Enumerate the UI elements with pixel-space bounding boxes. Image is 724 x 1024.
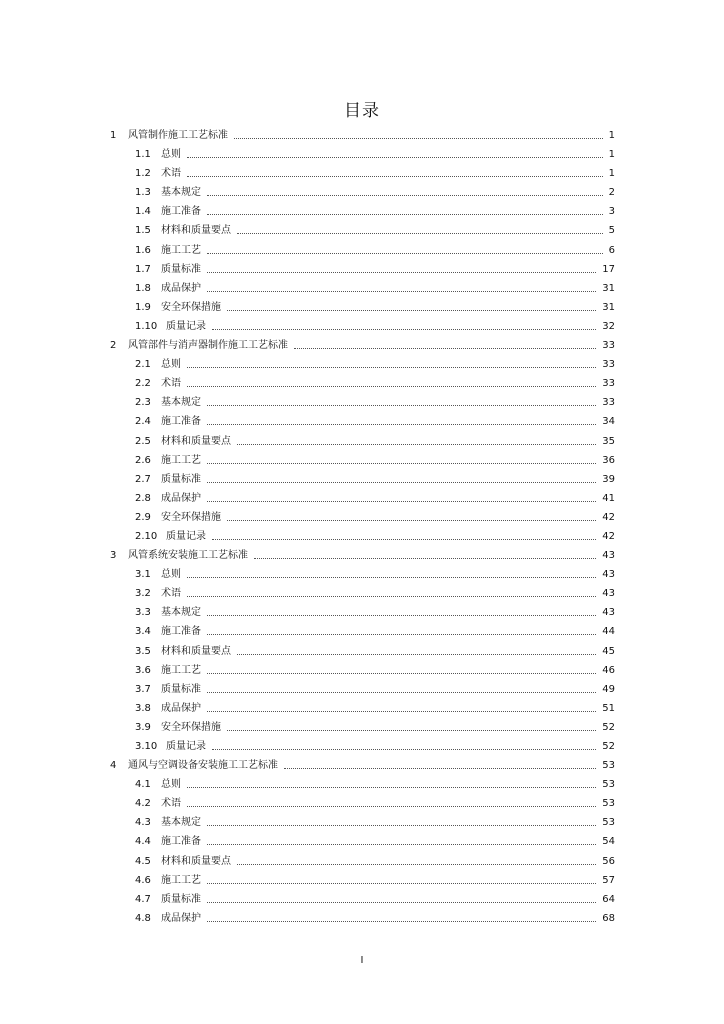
toc-entry-page: 56 <box>602 855 615 867</box>
toc-entry-number: 4.6 <box>135 874 151 886</box>
toc-entry-page: 46 <box>602 664 615 676</box>
dot-leader <box>207 883 596 884</box>
toc-section-entry[interactable] <box>0 852 724 871</box>
toc-entry-label: 风管部件与消声器制作施工工艺标准 <box>128 340 288 352</box>
toc-entry-page: 51 <box>602 702 615 714</box>
dot-leader <box>237 654 596 655</box>
toc-entry-label: 术语 <box>161 168 181 180</box>
toc-section-entry[interactable] <box>0 737 724 756</box>
toc-section-entry[interactable] <box>0 489 724 508</box>
toc-section-entry[interactable] <box>0 584 724 603</box>
toc-entry-page: 36 <box>602 454 615 466</box>
dot-leader <box>207 482 596 483</box>
toc-entry-page: 41 <box>602 492 615 504</box>
toc-entry-page: 53 <box>602 798 615 810</box>
toc-entry-label: 术语 <box>161 798 181 810</box>
toc-section-entry[interactable] <box>0 241 724 260</box>
toc-entry-label: 成品保护 <box>161 492 201 504</box>
toc-entry-page: 45 <box>602 645 615 657</box>
toc-entry-page: 6 <box>608 244 615 256</box>
toc-section-entry[interactable] <box>0 871 724 890</box>
toc-entry-label: 质量标准 <box>161 893 201 905</box>
toc-section-entry[interactable] <box>0 890 724 909</box>
toc-entry-label: 施工工艺 <box>161 244 201 256</box>
toc-entry-page: 52 <box>602 721 615 733</box>
dot-leader <box>212 749 596 750</box>
toc-entry-label: 基本规定 <box>161 397 201 409</box>
toc-entry-number: 4.2 <box>135 798 151 810</box>
toc-entry-page: 1 <box>608 168 615 180</box>
dot-leader <box>227 310 596 311</box>
toc-entry-label: 施工工艺 <box>161 874 201 886</box>
page-title: 目录 <box>344 101 380 121</box>
toc-section-entry[interactable] <box>0 470 724 489</box>
dot-leader <box>237 864 596 865</box>
toc-entry-label: 质量标准 <box>161 263 201 275</box>
toc-chapter-entry[interactable] <box>0 126 724 145</box>
toc-entry-label: 总则 <box>161 359 181 371</box>
dot-leader <box>294 348 596 349</box>
toc-entry-number: 1.2 <box>135 168 151 180</box>
dot-leader <box>207 501 596 502</box>
toc-entry-number: 1.10 <box>135 320 158 332</box>
toc-entry-label: 质量记录 <box>166 741 206 752</box>
toc-entry-label: 施工工艺 <box>161 454 201 466</box>
dot-leader <box>207 825 596 826</box>
toc-entry-number: 3.1 <box>135 569 151 581</box>
dot-leader <box>207 214 603 215</box>
toc-section-entry[interactable] <box>0 909 724 928</box>
toc-entry-label: 施工准备 <box>161 206 201 218</box>
toc-section-entry[interactable] <box>0 622 724 641</box>
toc-entry-page: 32 <box>602 320 615 332</box>
toc-section-entry[interactable] <box>0 565 724 584</box>
toc-entry-number: 2.4 <box>135 416 151 428</box>
toc-entry-number: 2.3 <box>135 397 151 409</box>
dot-leader <box>212 539 596 540</box>
toc-entry-number: 4.8 <box>135 912 151 924</box>
dot-leader <box>207 844 596 845</box>
toc-entry-number: 1.4 <box>135 206 151 218</box>
toc-section-entry[interactable] <box>0 775 724 794</box>
toc-entry-page: 64 <box>602 893 615 905</box>
toc-entry-label: 材料和质量要点 <box>161 225 231 237</box>
toc-entry-page: 33 <box>602 340 615 352</box>
dot-leader <box>207 195 603 196</box>
toc-entry-number: 3.10 <box>135 741 158 752</box>
toc-entry-number: 1.7 <box>135 263 151 275</box>
toc-entry-label: 总则 <box>161 779 181 791</box>
toc-entry-page: 34 <box>602 416 615 428</box>
toc-entry-page: 54 <box>602 836 615 848</box>
toc-entry-label: 质量记录 <box>166 320 206 332</box>
toc-section-entry[interactable] <box>0 451 724 470</box>
toc-entry-number: 2.6 <box>135 454 151 466</box>
toc-section-entry[interactable] <box>0 508 724 527</box>
toc-entry-number: 3.2 <box>135 588 151 600</box>
toc-entry-number: 4 <box>110 760 117 772</box>
toc-entry-page: 2 <box>608 187 615 199</box>
toc-entry-page: 43 <box>602 607 615 619</box>
dot-leader <box>207 463 596 464</box>
toc-section-entry[interactable] <box>0 832 724 851</box>
toc-entry-page: 39 <box>602 473 615 485</box>
toc-entry-page: 52 <box>602 741 615 752</box>
toc-entry-label: 总则 <box>161 149 181 161</box>
toc-entry-number: 4.3 <box>135 817 151 829</box>
toc-section-entry[interactable] <box>0 298 724 317</box>
toc-entry-label: 基本规定 <box>161 817 201 829</box>
dot-leader <box>207 272 596 273</box>
toc-entry-number: 3.6 <box>135 664 151 676</box>
toc-section-entry[interactable] <box>0 393 724 412</box>
toc-section-entry[interactable] <box>0 374 724 393</box>
dot-leader <box>187 367 596 368</box>
toc-section-entry[interactable] <box>0 718 724 737</box>
toc-entry-page: 44 <box>602 626 615 638</box>
dot-leader <box>207 634 596 635</box>
toc-entry-page: 43 <box>602 550 615 562</box>
toc-entry-number: 1.9 <box>135 301 151 313</box>
toc-section-entry[interactable] <box>0 221 724 240</box>
toc-section-entry[interactable] <box>0 260 724 279</box>
toc-section-entry[interactable] <box>0 202 724 221</box>
toc-entry-number: 3.7 <box>135 683 151 695</box>
toc-entry-page: 33 <box>602 359 615 371</box>
toc-entry-label: 基本规定 <box>161 607 201 619</box>
toc-entry-label: 材料和质量要点 <box>161 645 231 657</box>
toc-entry-label: 成品保护 <box>161 702 201 714</box>
toc-section-entry[interactable] <box>0 183 724 202</box>
toc-entry-label: 施工准备 <box>161 626 201 638</box>
toc-entry-number: 1.3 <box>135 187 151 199</box>
toc-entry-label: 通风与空调设备安装施工工艺标准 <box>128 760 278 772</box>
toc-entry-number: 2.9 <box>135 511 151 523</box>
toc-entry-number: 4.7 <box>135 893 151 905</box>
toc-entry-number: 4.1 <box>135 779 151 791</box>
toc-entry-page: 5 <box>608 225 615 237</box>
table-of-contents <box>0 126 724 928</box>
toc-entry-number: 4.5 <box>135 855 151 867</box>
toc-entry-label: 术语 <box>161 588 181 600</box>
toc-entry-page: 33 <box>602 378 615 390</box>
page-number-footer: I <box>360 955 364 966</box>
toc-entry-label: 安全环保措施 <box>161 721 221 733</box>
toc-section-entry[interactable] <box>0 412 724 431</box>
toc-entry-page: 57 <box>602 874 615 886</box>
toc-entry-label: 风管制作施工工艺标准 <box>128 130 228 141</box>
toc-entry-number: 2.2 <box>135 378 151 390</box>
dot-leader <box>207 405 596 406</box>
toc-chapter-entry[interactable] <box>0 756 724 775</box>
dot-leader <box>234 138 603 139</box>
dot-leader <box>187 577 596 578</box>
toc-entry-label: 质量标准 <box>161 683 201 695</box>
dot-leader <box>187 596 596 597</box>
toc-entry-label: 安全环保措施 <box>161 301 221 313</box>
toc-entry-number: 3.5 <box>135 645 151 657</box>
toc-entry-page: 1 <box>608 149 615 161</box>
dot-leader <box>207 615 596 616</box>
toc-entry-number: 2 <box>110 340 117 352</box>
toc-entry-label: 成品保护 <box>161 912 201 924</box>
toc-chapter-entry[interactable] <box>0 546 724 565</box>
dot-leader <box>187 787 596 788</box>
dot-leader <box>187 386 596 387</box>
toc-section-entry[interactable] <box>0 355 724 374</box>
dot-leader <box>212 329 596 330</box>
toc-entry-page: 33 <box>602 397 615 409</box>
toc-section-entry[interactable] <box>0 432 724 451</box>
dot-leader <box>207 921 596 922</box>
toc-entry-number: 1.6 <box>135 244 151 256</box>
toc-entry-page: 43 <box>602 588 615 600</box>
toc-section-entry[interactable] <box>0 661 724 680</box>
toc-entry-page: 53 <box>602 779 615 791</box>
toc-entry-label: 成品保护 <box>161 282 201 294</box>
toc-section-entry[interactable] <box>0 680 724 699</box>
toc-entry-number: 2.7 <box>135 473 151 485</box>
dot-leader <box>207 424 596 425</box>
toc-entry-number: 2.1 <box>135 359 151 371</box>
toc-entry-page: 53 <box>602 817 615 829</box>
toc-section-entry[interactable] <box>0 699 724 718</box>
toc-entry-label: 施工工艺 <box>161 664 201 676</box>
toc-entry-page: 68 <box>602 912 615 924</box>
toc-entry-number: 2.8 <box>135 492 151 504</box>
toc-entry-number: 3.4 <box>135 626 151 638</box>
dot-leader <box>254 558 596 559</box>
toc-entry-page: 42 <box>602 511 615 523</box>
toc-section-entry[interactable] <box>0 317 724 336</box>
toc-entry-label: 材料和质量要点 <box>161 855 231 867</box>
toc-entry-label: 质量标准 <box>161 473 201 485</box>
toc-entry-number: 1.1 <box>135 149 151 161</box>
toc-entry-page: 31 <box>602 282 615 294</box>
toc-entry-page: 35 <box>602 435 615 447</box>
toc-entry-page: 31 <box>602 301 615 313</box>
dot-leader <box>227 730 596 731</box>
dot-leader <box>207 673 596 674</box>
toc-section-entry[interactable] <box>0 794 724 813</box>
toc-entry-page: 53 <box>602 760 615 772</box>
toc-entry-number: 1.8 <box>135 282 151 294</box>
toc-entry-label: 总则 <box>161 569 181 581</box>
toc-entry-number: 3.9 <box>135 721 151 733</box>
toc-entry-page: 17 <box>602 263 615 275</box>
toc-chapter-entry[interactable] <box>0 336 724 355</box>
toc-section-entry[interactable] <box>0 279 724 298</box>
dot-leader <box>227 520 596 521</box>
toc-section-entry[interactable] <box>0 145 724 164</box>
toc-entry-number: 4.4 <box>135 836 151 848</box>
toc-entry-label: 质量记录 <box>166 530 206 542</box>
dot-leader <box>237 233 603 234</box>
toc-entry-label: 安全环保措施 <box>161 511 221 523</box>
toc-entry-page: 49 <box>602 683 615 695</box>
toc-entry-label: 材料和质量要点 <box>161 435 231 447</box>
dot-leader <box>207 711 596 712</box>
toc-section-entry[interactable] <box>0 603 724 622</box>
toc-entry-label: 风管系统安装施工工艺标准 <box>128 550 248 562</box>
toc-entry-page: 42 <box>602 530 615 542</box>
toc-entry-label: 基本规定 <box>161 187 201 199</box>
dot-leader <box>207 253 603 254</box>
toc-entry-label: 术语 <box>161 378 181 390</box>
dot-leader <box>237 444 596 445</box>
toc-entry-page: 43 <box>602 569 615 581</box>
dot-leader <box>187 157 603 158</box>
toc-entry-number: 2.10 <box>135 530 158 542</box>
toc-section-entry[interactable] <box>0 527 724 546</box>
dot-leader <box>187 176 603 177</box>
dot-leader <box>207 291 596 292</box>
toc-entry-page: 1 <box>608 130 615 141</box>
toc-entry-page: 3 <box>608 206 615 218</box>
toc-entry-number: 1.5 <box>135 225 151 237</box>
dot-leader <box>187 806 596 807</box>
toc-entry-label: 施工准备 <box>161 836 201 848</box>
toc-entry-number: 1 <box>110 130 117 141</box>
toc-entry-label: 施工准备 <box>161 416 201 428</box>
dot-leader <box>207 902 596 903</box>
dot-leader <box>284 768 596 769</box>
toc-section-entry[interactable] <box>0 164 724 183</box>
dot-leader <box>207 692 596 693</box>
toc-entry-number: 3.3 <box>135 607 151 619</box>
toc-entry-number: 2.5 <box>135 435 151 447</box>
toc-section-entry[interactable] <box>0 642 724 661</box>
toc-entry-number: 3.8 <box>135 702 151 714</box>
toc-entry-number: 3 <box>110 550 117 562</box>
toc-section-entry[interactable] <box>0 813 724 832</box>
